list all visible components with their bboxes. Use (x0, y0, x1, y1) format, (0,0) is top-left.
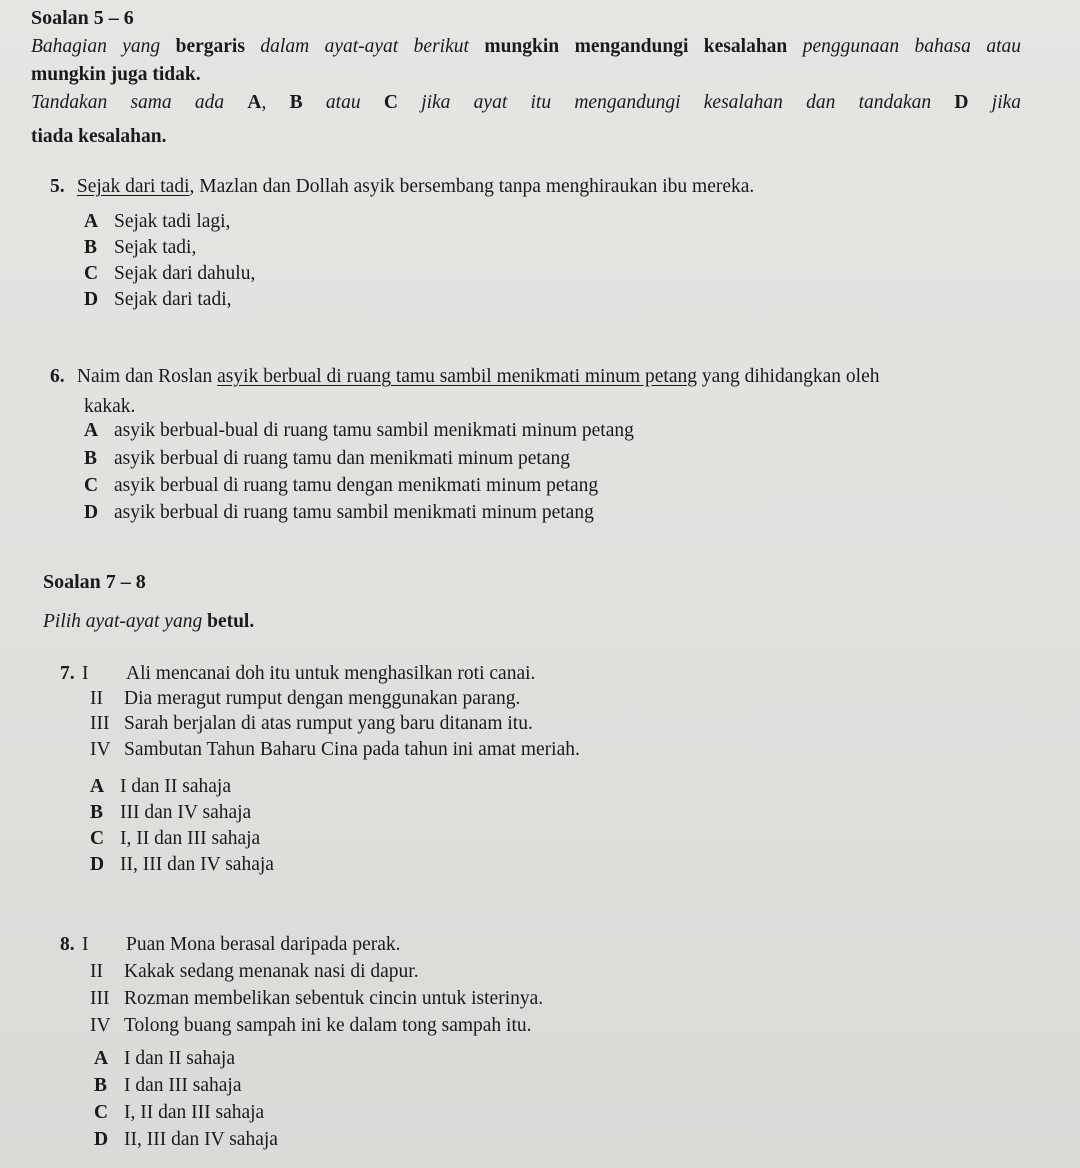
underlined-phrase: Sejak dari tadi (76, 176, 190, 197)
instruction-text: Bahagian yang (31, 36, 176, 57)
statement-text: Puan Mona berasal daripada perak. (126, 934, 401, 955)
q7-statement-2 (90, 687, 520, 711)
option-text: Sejak tadi lagi, (114, 211, 231, 232)
instruction-bold: A (247, 92, 262, 113)
instruction-bold: D (954, 92, 969, 113)
q5-option-c[interactable] (84, 262, 255, 286)
q7-option-a[interactable] (90, 775, 231, 799)
q8-option-d[interactable] (94, 1128, 278, 1152)
question-number: 5. (50, 176, 65, 197)
q6-option-a[interactable] (84, 419, 634, 443)
instruction-text: atau (302, 92, 384, 113)
option-letter: A (94, 1048, 109, 1069)
section-heading-7-8: Soalan 7 – 8 (43, 571, 146, 593)
instruction-line-1 (31, 35, 1021, 59)
option-letter: C (90, 828, 105, 849)
option-letter: C (84, 475, 99, 496)
statement-text: Kakak sedang menanak nasi di dapur. (124, 961, 419, 982)
q6-option-c[interactable] (84, 474, 598, 498)
underlined-phrase: asyik berbual di ruang tamu sambil menikmati minum petang (217, 366, 697, 387)
instruction-text: penggunaan bahasa atau (787, 36, 1022, 57)
statement-text: Rozman membelikan sebentuk cincin untuk isterinya. (124, 988, 544, 1009)
option-letter: B (94, 1075, 108, 1096)
q8-option-a[interactable] (94, 1047, 235, 1071)
question-number: 7. (60, 663, 75, 684)
instruction-line-4: tiada kesalahan. (31, 126, 167, 147)
option-text: asyik berbual di ruang tamu dan menikmati minum petang (114, 448, 570, 469)
question-6 (50, 365, 879, 389)
roman-numeral: III (90, 988, 110, 1009)
instruction-line-3 (31, 91, 1021, 115)
instruction-text: jika (968, 92, 1022, 113)
instruction-bold: C (383, 92, 398, 113)
option-letter: D (84, 502, 99, 523)
question-6-line-2: kakak. (84, 396, 136, 417)
instruction-bold: bergaris (175, 36, 245, 57)
statement-text: Sarah berjalan di atas rumput yang baru ditanam itu. (124, 713, 533, 734)
option-text: Sejak dari dahulu, (114, 263, 256, 284)
q7-option-b[interactable] (90, 801, 251, 825)
q5-option-d[interactable] (84, 288, 232, 312)
option-letter: B (84, 237, 98, 258)
roman-numeral: I (82, 934, 89, 955)
q8-statement-2 (90, 960, 419, 984)
option-text: I, II dan III sahaja (120, 828, 261, 849)
option-text: I dan II sahaja (124, 1048, 235, 1069)
q8-statement-4 (90, 1014, 532, 1038)
option-text: II, III dan IV sahaja (120, 854, 274, 875)
question-text: yang dihidangkan oleh (696, 366, 880, 387)
option-text: asyik berbual di ruang tamu dengan menikmati minum petang (114, 475, 599, 496)
question-number: 6. (50, 366, 65, 387)
section-heading-5-6: Soalan 5 – 6 (31, 7, 134, 29)
statement-text: Dia meragut rumput dengan menggunakan parang. (124, 688, 521, 709)
question-5 (50, 175, 754, 199)
q8-statement-3 (90, 987, 543, 1011)
instruction-bold: betul. (207, 611, 255, 632)
option-text: asyik berbual-bual di ruang tamu sambil menikmati minum petang (114, 420, 634, 441)
option-letter: B (90, 802, 104, 823)
option-text: I dan III sahaja (124, 1075, 242, 1096)
instruction-bold: B (289, 92, 303, 113)
option-letter: A (84, 420, 99, 441)
option-text: I, II dan III sahaja (124, 1102, 265, 1123)
option-text: asyik berbual di ruang tamu sambil menikmati minum petang (114, 502, 594, 523)
roman-numeral: I (82, 663, 89, 684)
q6-option-d[interactable] (84, 501, 594, 525)
option-letter: D (90, 854, 105, 875)
statement-text: Tolong buang sampah ini ke dalam tong sampah itu. (124, 1015, 532, 1036)
option-letter: C (84, 263, 99, 284)
q7-statement-1 (60, 662, 535, 686)
question-text: , Mazlan dan Dollah asyik bersembang tanpa menghiraukan ibu mereka. (189, 176, 755, 197)
instruction-bold: mungkin mengandungi kesalahan (484, 36, 788, 57)
instruction-text: Tandakan sama ada (31, 92, 248, 113)
option-letter: D (94, 1129, 109, 1150)
q6-option-b[interactable] (84, 447, 570, 471)
q8-option-b[interactable] (94, 1074, 241, 1098)
option-text: III dan IV sahaja (120, 802, 252, 823)
option-text: I dan II sahaja (120, 776, 231, 797)
instruction-text: , (261, 92, 290, 113)
instruction-line-2: mungkin juga tidak. (31, 64, 201, 85)
instruction-text: Pilih ayat-ayat yang (43, 611, 208, 632)
instruction-text: dalam ayat-ayat berikut (244, 36, 485, 57)
section-2-instruction (43, 610, 254, 634)
statement-text: Sambutan Tahun Baharu Cina pada tahun ini amat meriah. (124, 739, 580, 760)
q8-statement-1 (60, 933, 401, 957)
q5-option-b[interactable] (84, 236, 196, 260)
q7-statement-4 (90, 738, 580, 762)
q7-option-d[interactable] (90, 853, 274, 877)
q7-statement-3 (90, 712, 533, 736)
option-letter: A (84, 211, 99, 232)
option-letter: D (84, 289, 99, 310)
option-letter: B (84, 448, 98, 469)
roman-numeral: III (90, 713, 110, 734)
option-text: II, III dan IV sahaja (124, 1129, 278, 1150)
option-text: Sejak dari tadi, (114, 289, 232, 310)
question-number: 8. (60, 934, 75, 955)
roman-numeral: IV (90, 739, 111, 760)
roman-numeral: II (90, 688, 103, 709)
instruction-text: jika ayat itu mengandungi kesalahan dan tandakan (397, 92, 955, 113)
q7-option-c[interactable] (90, 827, 260, 851)
statement-text: Ali mencanai doh itu untuk menghasilkan roti canai. (126, 663, 536, 684)
question-text: Naim dan Roslan (76, 366, 218, 387)
q5-option-a[interactable] (84, 210, 230, 234)
option-text: Sejak tadi, (114, 237, 197, 258)
roman-numeral: IV (90, 1015, 111, 1036)
option-letter: A (90, 776, 105, 797)
roman-numeral: II (90, 961, 103, 982)
option-letter: C (94, 1102, 109, 1123)
q8-option-c[interactable] (94, 1101, 264, 1125)
